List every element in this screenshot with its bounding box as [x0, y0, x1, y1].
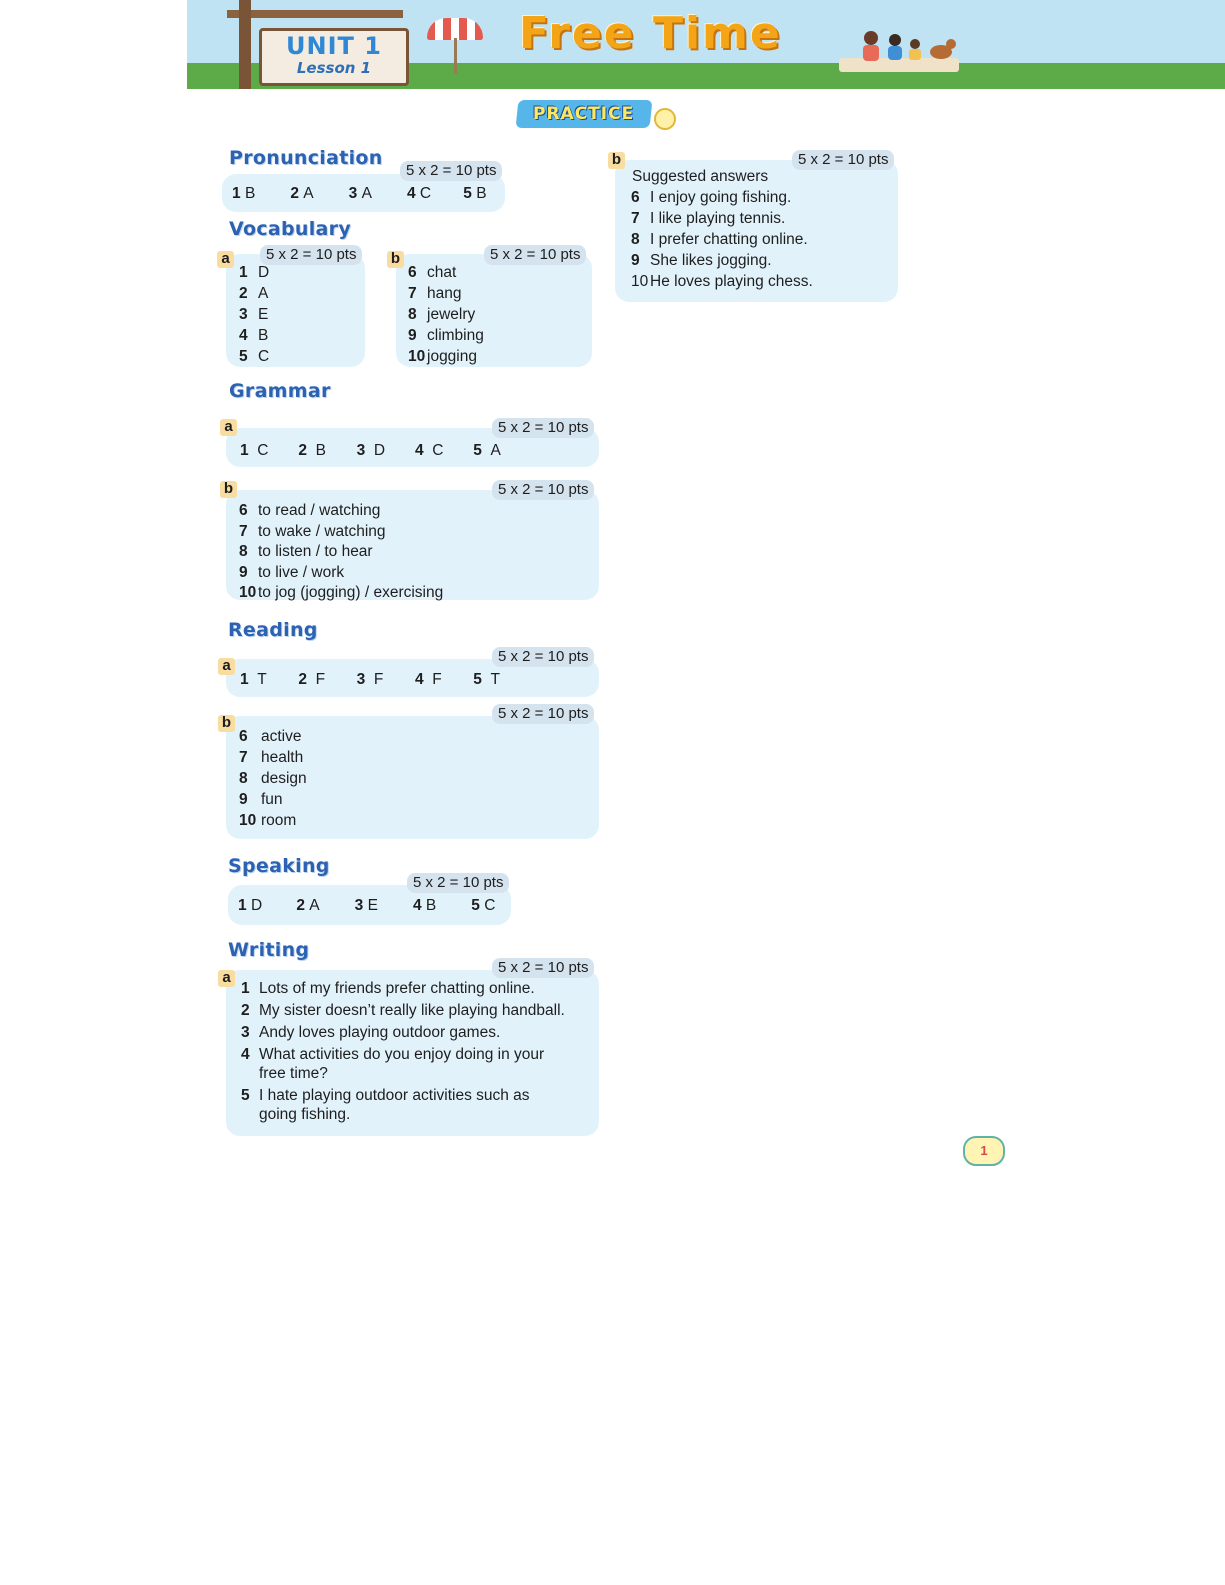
writing-a-list — [241, 979, 591, 1124]
answer-item: 4 C — [406, 185, 432, 202]
answer-item: 5 C — [471, 897, 496, 914]
answer-item: 2 F — [298, 671, 326, 688]
vocabulary-b-points: 5 x 2 = 10 pts — [484, 245, 586, 265]
umbrella-pole — [454, 38, 457, 74]
list-item: 7 health — [239, 749, 304, 766]
speaking-answers — [238, 895, 511, 916]
list-item: 5 I hate playing outdoor activities such as going fishing. — [241, 1087, 530, 1123]
list-item: 10 to jog (jogging) / exercising — [239, 584, 444, 601]
speaking-title: Speaking — [228, 855, 330, 877]
writing-b-points: 5 x 2 = 10 pts — [792, 150, 894, 170]
list-item: 9 climbing — [408, 327, 484, 344]
reading-b-list — [239, 726, 307, 831]
list-item: 8 to listen / to hear — [239, 543, 373, 560]
lightbulb-icon — [654, 108, 676, 130]
umbrella-icon — [427, 18, 483, 40]
writing-b-list — [631, 187, 813, 292]
unit-label: UNIT 1 — [286, 32, 382, 60]
list-item: 7 I like playing tennis. — [631, 210, 786, 227]
list-item: 2 My sister doesn’t really like playing handball. — [241, 1002, 565, 1019]
list-item: 8 I prefer chatting online. — [631, 231, 808, 248]
list-item: 10 He loves playing chess. — [631, 273, 813, 290]
answer-item: 5 B — [463, 185, 487, 202]
answer-item: 4 C — [414, 442, 444, 459]
sign-beam — [227, 10, 403, 18]
list-item: 6 I enjoy going fishing. — [631, 189, 792, 206]
grammar-a-answers — [240, 440, 513, 461]
list-item: 6 active — [239, 728, 302, 745]
list-item: 10 room — [239, 812, 297, 829]
vocabulary-b-list — [408, 262, 484, 367]
practice-label: PRACTICE — [533, 104, 635, 124]
list-item: 9 She likes jogging. — [631, 252, 772, 269]
suggested-answers-heading: Suggested answers — [632, 168, 769, 185]
list-item: 3 E — [239, 306, 269, 323]
answer-item: 2 A — [290, 185, 314, 202]
lesson-label: Lesson 1 — [296, 59, 372, 77]
unit-sign — [259, 28, 409, 86]
answer-item: 2 B — [298, 442, 326, 459]
pronunciation-answers — [232, 183, 503, 204]
vocabulary-a-tag: a — [217, 251, 234, 268]
vocabulary-a-points: 5 x 2 = 10 pts — [260, 245, 362, 265]
list-item: 9 fun — [239, 791, 283, 808]
writing-a-tag: a — [218, 970, 235, 987]
vocabulary-b-tag: b — [387, 251, 404, 268]
grammar-b-points: 5 x 2 = 10 pts — [492, 480, 594, 500]
list-item: 1 Lots of my friends prefer chatting online. — [241, 980, 535, 997]
pronunciation-points: 5 x 2 = 10 pts — [400, 161, 502, 181]
vocabulary-title: Vocabulary — [229, 218, 352, 240]
grammar-b-list — [239, 500, 443, 603]
answer-item: 3 E — [354, 897, 378, 914]
list-item: 8 jewelry — [408, 306, 476, 323]
list-item: 10 jogging — [408, 348, 477, 365]
family-picnic-illustration — [837, 28, 967, 74]
list-item: 8 design — [239, 770, 307, 787]
list-item: 6 chat — [408, 264, 457, 281]
answer-item: 1 B — [232, 185, 256, 202]
grammar-a-points: 5 x 2 = 10 pts — [492, 418, 594, 438]
page-number: 1 — [963, 1136, 1005, 1166]
answer-item: 4 B — [412, 897, 437, 914]
vocabulary-a-list — [239, 262, 269, 367]
reading-title: Reading — [228, 619, 318, 641]
list-item: 7 to wake / watching — [239, 522, 386, 540]
reading-b-tag: b — [218, 715, 235, 732]
list-item: 1 D — [239, 264, 270, 281]
list-item: 5 C — [239, 348, 270, 365]
practice-tag — [516, 100, 653, 128]
reading-b-points: 5 x 2 = 10 pts — [492, 704, 594, 724]
header-banner — [187, 0, 1225, 89]
answer-item: 3 F — [356, 671, 384, 688]
answer-item: 5 A — [473, 442, 501, 459]
reading-a-answers — [240, 669, 513, 690]
answer-item: 1 T — [240, 671, 267, 688]
grammar-a-tag: a — [220, 419, 237, 436]
answer-item: 4 F — [414, 671, 442, 688]
writing-a-points: 5 x 2 = 10 pts — [492, 958, 594, 978]
answer-item: 1 C — [240, 442, 269, 459]
answer-item: 1 D — [238, 897, 263, 914]
list-item: 7 hang — [408, 285, 462, 302]
answer-item: 2 A — [296, 897, 320, 914]
reading-a-tag: a — [218, 658, 235, 675]
list-item: 9 to live / work — [239, 563, 345, 581]
pronunciation-title: Pronunciation — [229, 147, 383, 169]
list-item: 4 What activities do you enjoy doing in your free time? — [241, 1046, 545, 1082]
answer-item: 3 D — [356, 442, 386, 459]
speaking-points: 5 x 2 = 10 pts — [407, 873, 509, 893]
list-item: 2 A — [239, 285, 269, 302]
page-title: Free Time — [519, 8, 782, 59]
writing-title: Writing — [228, 939, 310, 961]
grammar-title: Grammar — [229, 380, 331, 402]
grammar-b-tag: b — [220, 481, 237, 498]
answer-item: 3 A — [348, 185, 372, 202]
answer-item: 5 T — [473, 671, 500, 688]
sign-post — [239, 0, 251, 89]
reading-a-points: 5 x 2 = 10 pts — [492, 647, 594, 667]
list-item: 3 Andy loves playing outdoor games. — [241, 1024, 501, 1041]
list-item: 4 B — [239, 327, 269, 344]
writing-b-tag: b — [608, 152, 625, 169]
list-item: 6 to read / watching — [239, 502, 381, 519]
